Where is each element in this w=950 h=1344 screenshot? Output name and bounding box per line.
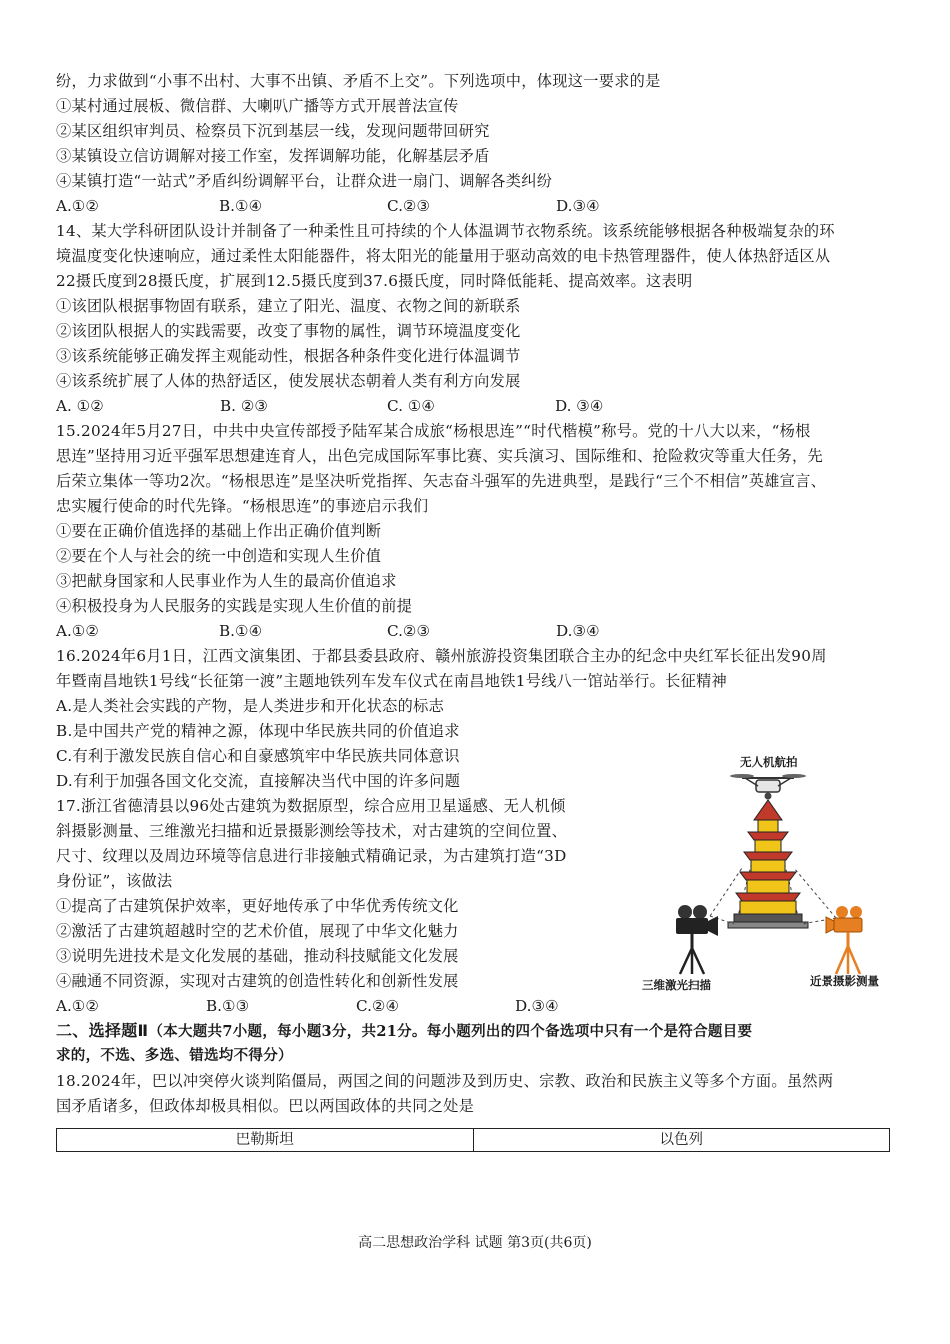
- drone-icon: [730, 774, 806, 800]
- close-range-camera-icon: [826, 906, 862, 974]
- q17-stem-line4: 身份证”，该做法: [56, 872, 173, 890]
- q17-item-3: ③说明先进技术是文化发展的基础，推动科技赋能文化发展: [56, 947, 459, 965]
- section2-header: [56, 1021, 752, 1042]
- q14-item-3: ③该系统能够正确发挥主观能动性，根据各种条件变化进行体温调节: [56, 347, 521, 365]
- q17-option-b: B.①③: [206, 997, 250, 1015]
- q15-item-3: ③把献身国家和人民事业作为人生的最高价值追求: [56, 572, 397, 590]
- q16-option-c: C.有利于激发民族自信心和自豪感筑牢中华民族共同体意识: [56, 747, 460, 765]
- laser-scanning-label: 三维激光扫描: [642, 978, 711, 992]
- q17-option-a: A.①②: [56, 997, 100, 1015]
- survey-illustration: [630, 748, 910, 993]
- table-col-palestine: 巴勒斯坦: [235, 1132, 294, 1148]
- q13-item-4: ④某镇打造“一站式”矛盾纠纷调解平台，让群众进一扇门、调解各类纠纷: [56, 172, 553, 190]
- q17-option-d: D.③④: [515, 997, 559, 1015]
- page-footer: 高二思想政治学科 试题 第3页(共6页): [358, 1235, 592, 1251]
- q13-item-1: ①某村通过展板、微信群、大喇叭广播等方式开展普法宣传: [56, 97, 459, 115]
- q17-item-2: ②激活了古建筑超越时空的艺术价值，展现了中华文化魅力: [56, 922, 459, 940]
- q15-option-c: C.②③: [387, 622, 431, 640]
- q16-option-d: D.有利于加强各国文化交流，直接解决当代中国的许多问题: [56, 772, 461, 790]
- q14-option-c: C. ①④: [387, 397, 435, 415]
- q13-stem-tail: 纷，力求做到“小事不出村、大事不出镇、矛盾不上交”。下列选项中，体现这一要求的是: [56, 72, 661, 90]
- q13-option-d: D.③④: [556, 197, 600, 215]
- q15-option-b: B.①④: [219, 622, 263, 640]
- q13-item-3: ③某镇设立信访调解对接工作室，发挥调解功能，化解基层矛盾: [56, 147, 490, 165]
- q14-item-2: ②该团队根据人的实践需要，改变了事物的属性，调节环境温度变化: [56, 322, 521, 340]
- q15-option-d: D.③④: [556, 622, 600, 640]
- q17-stem-line2: 斜摄影测量、三维激光扫描和近景摄影测绘等技术，对古建筑的空间位置、: [56, 822, 568, 840]
- q15-item-2: ②要在个人与社会的统一中创造和实现人生价值: [56, 547, 382, 565]
- q18-stem-line2: 国矛盾诸多，但政体却极具相似。巴以两国政体的共同之处是: [56, 1097, 475, 1115]
- q13-item-2: ②某区组织审判员、检察员下沉到基层一线，发现问题带回研究: [56, 122, 490, 140]
- q14-option-b: B. ②③: [220, 397, 269, 415]
- q14-option-d: D. ③④: [555, 397, 604, 415]
- close-range-photogrammetry-label: 近景摄影测量: [810, 974, 879, 988]
- q18-table-header: [56, 1128, 890, 1152]
- q14-item-4: ④该系统扩展了人体的热舒适区，使发展状态朝着人类有利方向发展: [56, 372, 521, 390]
- q13-option-b: B.①④: [219, 197, 263, 215]
- q18-stem-line1: 18.2024年，巴以冲突停火谈判陷僵局，两国之间的问题涉及到历史、宗教、政治和民族主义等多个方面。虽然两: [56, 1072, 834, 1090]
- q14-stem-line2: 境温度变化快速响应，通过柔性太阳能器件，将太阳光的能量用于驱动高效的电卡热管理器件，使人体热舒适区从: [56, 247, 831, 265]
- q14-stem-line3: 22摄氏度到28摄氏度，扩展到12.5摄氏度到37.6摄氏度，同时降低能耗、提高效率。这表明: [56, 272, 693, 290]
- q17-item-4: ④融通不同资源，实现对古建筑的创造性转化和创新性发展: [56, 972, 459, 990]
- q15-stem-line2: 思连”坚持用习近平强军思想建连育人，出色完成国际军事比赛、实兵演习、国际维和、抢险救灾等重大任务，先: [56, 447, 823, 465]
- pagoda-icon: [728, 800, 808, 928]
- q14-stem-line1: 14、某大学科研团队设计并制备了一种柔性且可持续的个人体温调节衣物系统。该系统能够根据各种极端复杂的环: [56, 222, 835, 240]
- q17-stem-line1: 17.浙江省德清县以96处古建筑为数据原型，综合应用卫星遥感、无人机倾: [56, 797, 566, 815]
- q15-stem-line1: 15.2024年5月27日，中共中央宣传部授予陆军某合成旅“杨根思连”“时代楷模”称号。党的十八大以来，“杨根: [56, 422, 811, 440]
- q16-stem-line2: 年暨南昌地铁1号线“长征第一渡”主题地铁列车发车仪式在南昌地铁1号线八一馆站举行。长征精神: [56, 672, 728, 690]
- q17-option-c: C.②④: [356, 997, 400, 1015]
- q16-option-b: B.是中国共产党的精神之源，体现中华民族共同的价值追求: [56, 722, 460, 740]
- section2-note-cont: 求的，不选、多选、错选均不得分）: [56, 1047, 293, 1064]
- q15-option-a: A.①②: [56, 622, 100, 640]
- table-col-israel: 以色列: [473, 1129, 890, 1151]
- ancient-building-survey-figure: [630, 748, 910, 993]
- q13-option-c: C.②③: [387, 197, 431, 215]
- q15-item-1: ①要在正确价值选择的基础上作出正确价值判断: [56, 522, 382, 540]
- q13-option-a: A.①②: [56, 197, 100, 215]
- q15-stem-line4: 忠实履行使命的时代先锋。“杨根思连”的事迹启示我们: [56, 497, 429, 515]
- q17-item-1: ①提高了古建筑保护效率，更好地传承了中华优秀传统文化: [56, 897, 459, 915]
- section2-title: 二、选择题Ⅱ: [56, 1021, 149, 1040]
- q16-stem-line1: 16.2024年6月1日，江西文演集团、于都县委县政府、赣州旅游投资集团联合主办的纪念中央红军长征出发90周: [56, 647, 827, 665]
- section2-note: （本大题共7小题，每小题3分，共21分。每小题列出的四个备选项中只有一个是符合题目要: [148, 1023, 753, 1040]
- q15-stem-line3: 后荣立集体一等功2次。“杨根思连”是坚决听党指挥、矢志奋斗强军的先进典型，是践行“三个不相信”英雄宣言、: [56, 472, 827, 490]
- q15-item-4: ④积极投身为人民服务的实践是实现人生价值的前提: [56, 597, 413, 615]
- laser-scanner-icon: [676, 905, 718, 974]
- q16-option-a: A.是人类社会实践的产物，是人类进步和开化状态的标志: [56, 697, 445, 715]
- drone-photography-label: 无人机航拍: [740, 755, 798, 769]
- q17-stem-line3: 尺寸、纹理以及周边环境等信息进行非接触式精确记录，为古建筑打造“3D: [56, 847, 567, 865]
- q14-option-a: A. ①②: [56, 397, 104, 415]
- q14-item-1: ①该团队根据事物固有联系，建立了阳光、温度、衣物之间的新联系: [56, 297, 521, 315]
